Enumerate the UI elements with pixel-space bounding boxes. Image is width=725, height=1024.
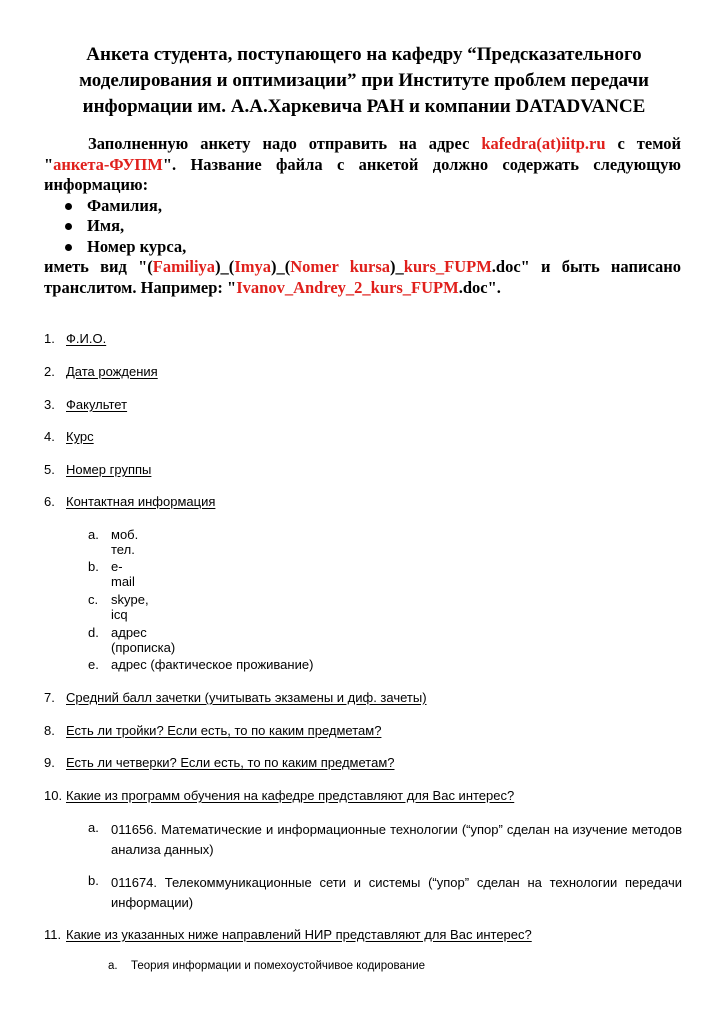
- question-text: Курс: [66, 429, 94, 444]
- intro-text-4: иметь вид "(: [44, 257, 153, 276]
- email-address: kafedra(at)iitp.ru: [481, 134, 606, 153]
- intro-paragraph: [44, 134, 681, 298]
- question-text: Какие из программ обучения на кафедре представляют для Вас интерес?: [66, 788, 515, 803]
- bullet-icon: [65, 244, 72, 251]
- filename-sep: )_(: [270, 257, 291, 276]
- intro-text-3: ". Название файла с анкетой должно содержать следующую информацию:: [44, 154, 681, 194]
- filename-sep: )_: [390, 257, 404, 276]
- intro-text-2: с темой ": [44, 134, 682, 174]
- question-text: Ф.И.О.: [66, 331, 107, 346]
- question-text: Номер группы: [66, 462, 152, 477]
- question-text: Средний балл зачетки (учитывать экзамены и диф. зачеты): [66, 690, 427, 705]
- intro-text-5: .doc" и быть написано транслитом. Например: ": [44, 257, 681, 297]
- filename-fields-list: [44, 196, 681, 258]
- page-title: Анкета студента, поступающего на кафедру “Предсказательного моделирования и оптимизации” при Институте проблем передачи информации им. А.А.Харкевича РАН и компании DATADVANCE: [79, 44, 649, 117]
- question-text: Какие из указанных ниже направлений НИР представляют для Вас интерес?: [66, 927, 532, 942]
- bullet-item: Номер курса,: [44, 237, 681, 258]
- filename-example: Ivanov_Andrey_2_kurs_FUPM: [236, 277, 459, 297]
- question-text: Факультет: [66, 397, 128, 412]
- document-page: Анкета студента, поступающего на кафедру “Предсказательного моделирования и оптимизации” при Институте проблем передачи информации им. А.А.Харкевича РАН и компании DATADVANCE Заполненную анкету надо отправить на адрес kafedra(at)iitp.ru с темой "анкета-ФУПМ". Название файла с анкетой должно содержать следующую информацию: Фамилия, Имя, Номер курса, иметь вид "(Familiya)_(Imya)_(Nomer kursa)_kurs_FUPM.doc" и быть написано транслитом. Например: "Ivanov_Andrey_2_kurs_FUPM.doc". 1. Ф.И.О. 2. Дата рождения 3. Факультет 4. Курс 5. Номер группы 6. Контактная информация a. моб. тел. b. e-mail c. skype, icq d. адрес (прописка) e. адрес (фактическое проживание) 7. Средний балл зачетки (учитывать экзамены и диф. зачеты) 8. Есть ли тройки? Если есть, то по каким предметам? 9. Есть ли четверки? Если есть, то по каким предметам? 10. Какие из программ обучения на кафедре представляют для Вас интерес? a. 011656. Математические и информационные технологии (“упор” сделан на изучение методов анализа данных) b. 011674. Телекоммуникационные сети и системы (“упор” сделан на технологии передачи информации) 11. Какие из указанных ниже направлений НИР представляют для Вас интерес? a. Теория информации и помехоустойчивое кодирование: [44, 44, 682, 972]
- filename-sep: )_(: [215, 257, 235, 276]
- intro-text-1: Заполненную анкету надо отправить на адрес: [88, 134, 470, 153]
- bullet-item: Имя,: [44, 216, 681, 237]
- intro-text-6: .doc".: [458, 277, 501, 297]
- question-text: Дата рождения: [66, 364, 158, 379]
- filename-part: kurs_FUPM: [403, 257, 492, 276]
- filename-part: Familiya: [152, 257, 216, 276]
- email-subject: анкета-ФУПМ: [53, 154, 163, 174]
- bullet-icon: [65, 223, 72, 230]
- question-text: Контактная информация: [66, 494, 216, 509]
- filename-part: Nomer kursa: [290, 257, 391, 276]
- filename-part: Imya: [234, 257, 271, 276]
- question-text: Есть ли четверки? Если есть, то по каким предметам?: [66, 755, 395, 770]
- bullet-icon: [65, 203, 72, 210]
- question-text: Есть ли тройки? Если есть, то по каким предметам?: [66, 723, 382, 738]
- bullet-item: Фамилия,: [44, 196, 681, 217]
